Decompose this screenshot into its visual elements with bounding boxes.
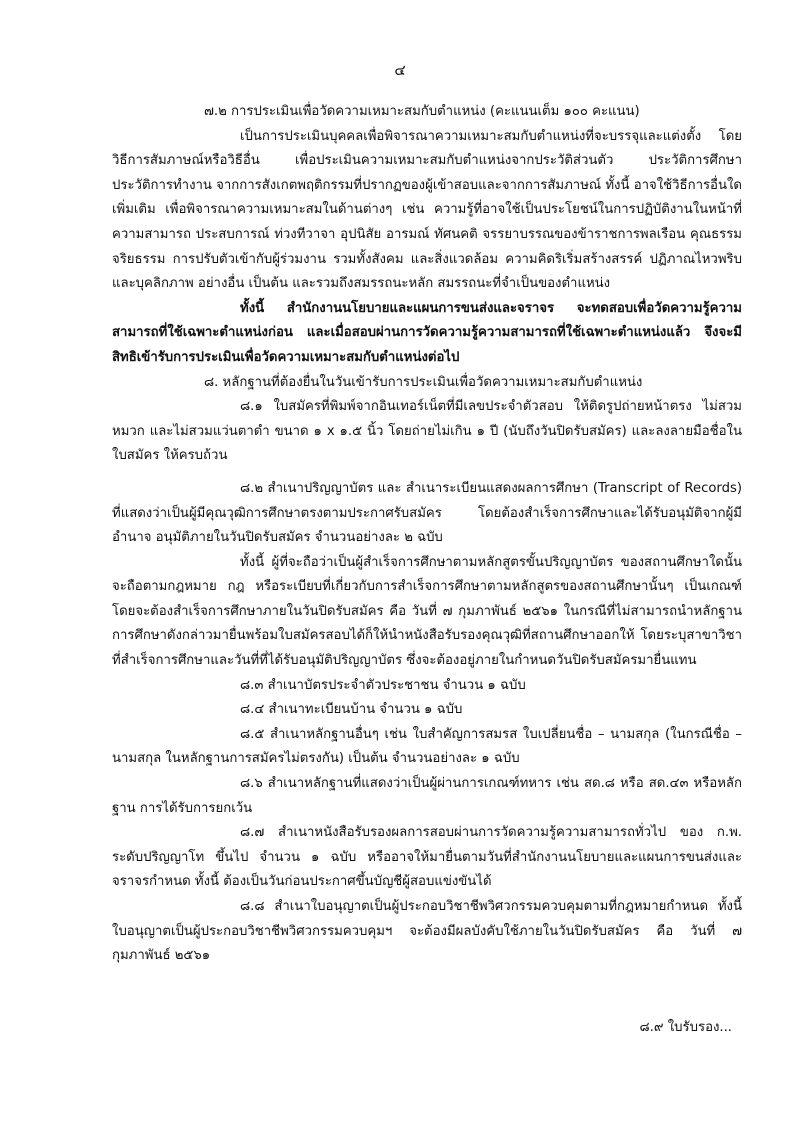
document-body	[112, 100, 742, 969]
item-8-2: ๘.๒ สำเนาปริญญาบัตร และ สำเนาระเบียนแสดงผลการศึกษา (Transcript of Records) ที่แสดงว่าเป็นผู้มีคุณวุฒิการศึกษาตรงตามประกาศรับสมัคร โดยต้องสำเร็จการศึกษาและได้รับอนุมัติจากผู้มีอำนาจ อนุมัติภายในวันปิดรับสมัคร จำนวนอย่างละ ๒ ฉบับ	[112, 480, 742, 546]
item-8-8: ๘.๘ สำเนาใบอนุญาตเป็นผู้ประกอบวิชาชีพวิศวกรรมควบคุมตามที่กฎหมายกำหนด ทั้งนี้ ใบอนุญาตเป็นผู้ประกอบวิชาชีพวิศวกรรมควบคุมฯ จะต้องมีผลบังคับใช้ภายในวันปิดรับสมัคร คือ วันที่ ๗ กุมภาพันธ์ ๒๕๖๑	[112, 899, 742, 964]
item-8-5: ๘.๕ สำเนาหลักฐานอื่นๆ เช่น ใบสำคัญการสมรส ใบเปลี่ยนชื่อ – นามสกุล (ในกรณีชื่อ – นามสกุล ในหลักฐานการสมัครไม่ตรงกัน) เป็นต้น จำนวนอย่างละ ๑ ฉบับ	[112, 726, 742, 767]
item-8-6: ๘.๖ สำเนาหลักฐานที่แสดงว่าเป็นผู้ผ่านการเกณฑ์ทหาร เช่น สด.๘ หรือ สด.๔๓ หรือหลักฐาน การได้รับการยกเว้น	[112, 776, 742, 816]
item-8-1: ๘.๑ ใบสมัครที่พิมพ์จากอินเทอร์เน็ตที่มีเลขประจำตัวสอบ ให้ติดรูปถ่ายหน้าตรง ไม่สวมหมวก และไม่สวมแว่นตาดำ ขนาด ๑ x ๑.๕ นิ้ว โดยถ่ายไม่เกิน ๑ ปี (นับถึงวันปิดรับสมัคร) และลงลายมือชื่อในใบสมัคร ให้ครบถ้วน	[112, 399, 742, 464]
section-8-heading: ๘. หลักฐานที่ต้องยื่นในวันเข้ารับการประเมินเพื่อวัดความเหมาะสมกับตำแหน่ง	[204, 374, 643, 390]
next-page-hint: ๘.๙ ใบรับรอง...	[639, 1020, 732, 1035]
section-7-2-heading: ๗.๒ การประเมินเพื่อวัดความเหมาะสมกับตำแหน่ง (คะแนนเต็ม ๑๐๐ คะแนน)	[204, 104, 640, 119]
section-7-2-paragraph: เป็นการประเมินบุคคลเพื่อพิจารณาความเหมาะสมกับตำแหน่งที่จะบรรจุและแต่งตั้ง โดยวิธีการสัมภาษณ์หรือวิธีอื่น เพื่อประเมินความเหมาะสมกับตำแหน่งจากประวัติส่วนตัว ประวัติการศึกษา ประวัติการทำงาน จากการสังเกตพฤติกรรมที่ปรากฏของผู้เข้าสอบและจากการสัมภาษณ์ ทั้งนี้ อาจใช้วิธีการอื่นใดเพิ่มเติม เพื่อพิจารณาความเหมาะสมในด้านต่างๆ เช่น ความรู้ที่อาจใช้เป็นประโยชน์ในการปฏิบัติงานในหน้าที่ ความสามารถ ประสบการณ์ ท่วงทีวาจา อุปนิสัย อารมณ์ ทัศนคติ จรรยาบรรณของข้าราชการพลเรือน คุณธรรม จริยธรรม การปรับตัวเข้ากับผู้ร่วมงาน รวมทั้งสังคม และสิ่งแวดล้อม ความคิดริเริ่มสร้างสรรค์ ปฏิภาณไหวพริบ และบุคลิกภาพ อย่างอื่น เป็นต้น และรวมถึงสมรรถนะหลัก สมรรถนะที่จำเป็นของตำแหน่ง	[112, 128, 742, 292]
item-8-2-note: ทั้งนี้ ผู้ที่จะถือว่าเป็นผู้สำเร็จการศึกษาตามหลักสูตรขั้นปริญญาบัตร ของสถานศึกษาใดนั้น จะถือตามกฎหมาย กฎ หรือระเบียบที่เกี่ยวกับการสำเร็จการศึกษาตามหลักสูตรของสถานศึกษานั้นๆ เป็นเกณฑ์ โดยจะต้องสำเร็จการศึกษาภายในวันปิดรับสมัคร คือ วันที่ ๗ กุมภาพันธ์ ๒๕๖๑ ในกรณีที่ไม่สามารถนำหลักฐานการศึกษาดังกล่าวมายื่นพร้อมใบสมัครสอบได้ก็ให้นำหนังสือรับรองคุณวุฒิที่สถานศึกษาออกให้ โดยระบุสาขาวิชาที่สำเร็จการศึกษาและวันที่ที่ได้รับอนุมัติปริญญาบัตร ซึ่งจะต้องอยู่ภายในกำหนดวันปิดรับสมัครมายื่นแทน	[112, 554, 742, 669]
item-8-4: ๘.๔ สำเนาทะเบียนบ้าน จำนวน ๑ ฉบับ	[240, 702, 463, 718]
item-8-7: ๘.๗ สำเนาหนังสือรับรองผลการสอบผ่านการวัดความรู้ความสามารถทั่วไป ของ ก.พ. ระดับปริญญาโท ขึ้นไป จำนวน ๑ ฉบับ หรืออาจให้มายื่นตามวันที่สำนักงานนโยบายและแผนการขนส่งและจราจรกำหนด ทั้งนี้ ต้องเป็นวันก่อนประกาศขึ้นบัญชีผู้สอบแข่งขันได้	[112, 825, 742, 890]
item-8-3: ๘.๓ สำเนาบัตรประจำตัวประชาชน จำนวน ๑ ฉบับ	[240, 677, 526, 693]
page-number: ๔	[394, 61, 406, 79]
section-7-2-notice: ทั้งนี้ สำนักงานนโยบายและแผนการขนส่งและจราจร จะทดสอบเพื่อวัดความรู้ความสามารถที่ใช้เฉพาะตำแหน่งก่อน และเมื่อสอบผ่านการวัดความรู้ความสามารถที่ใช้เฉพาะตำแหน่งแล้ว จึงจะมีสิทธิเข้ารับการประเมินเพื่อวัดความเหมาะสมกับตำแหน่งต่อไป	[112, 300, 742, 365]
